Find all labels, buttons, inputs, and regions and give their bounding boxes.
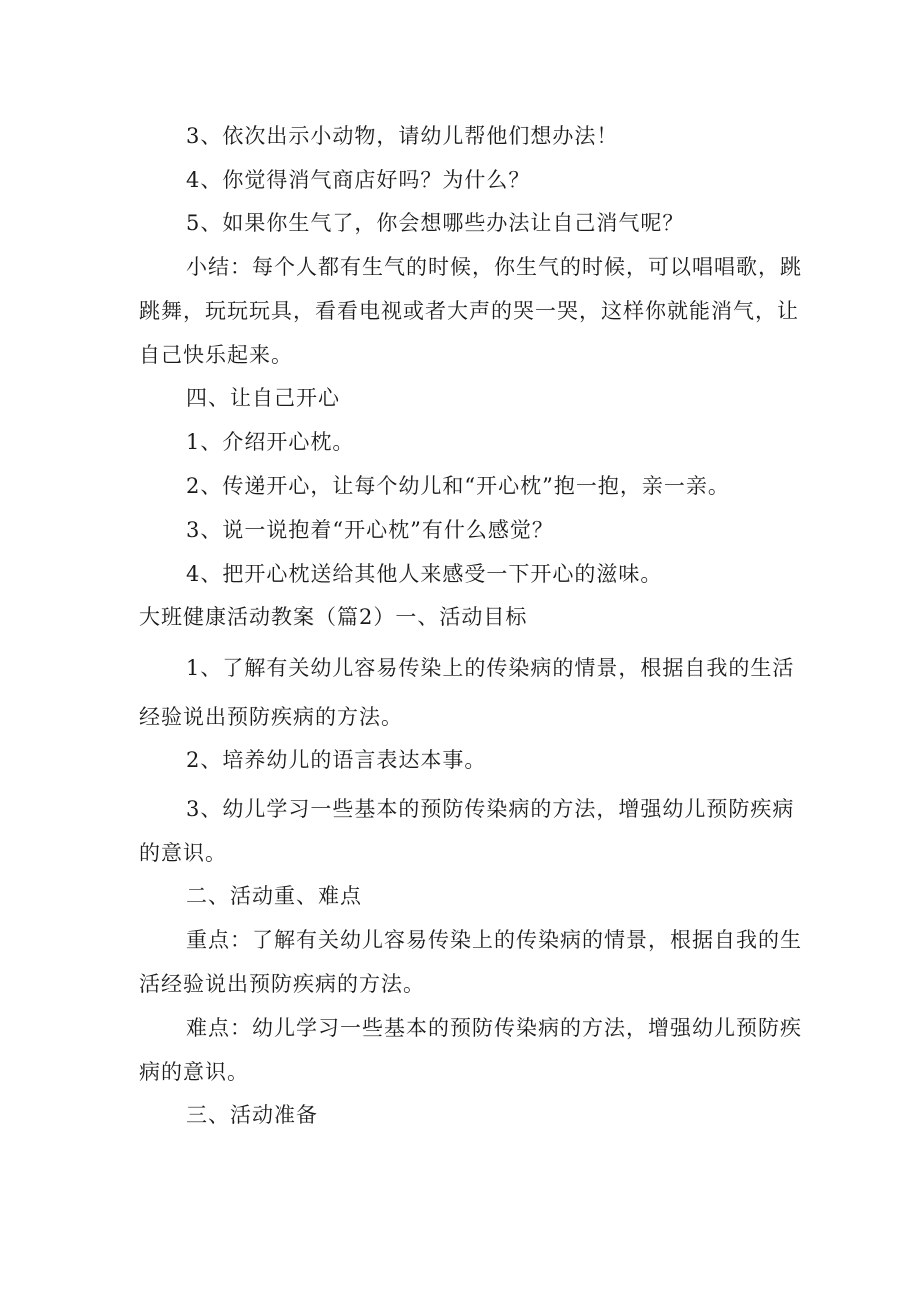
text-line: 3、依次出示小动物，请幼儿帮他们想办法！ bbox=[186, 124, 619, 148]
section-heading: 大班健康活动教案（篇2）一、活动目标 bbox=[139, 605, 528, 629]
section-heading: 二、活动重、难点 bbox=[186, 884, 362, 908]
text-line: 的意识。 bbox=[139, 841, 227, 865]
text-line: 病的意识。 bbox=[139, 1060, 249, 1084]
text-line: 重点：了解有关幼儿容易传染上的传染病的情景，根据自我的生 bbox=[186, 928, 802, 952]
text-line: 自己快乐起来。 bbox=[139, 343, 293, 367]
text-line: 活经验说出预防疾病的方法。 bbox=[139, 972, 425, 996]
text-line: 2、传递开心，让每个幼儿和“开心枕”抱一抱，亲一亲。 bbox=[186, 474, 730, 498]
text-line: 小结：每个人都有生气的时候，你生气的时候，可以唱唱歌，跳 bbox=[186, 255, 802, 279]
section-heading: 三、活动准备 bbox=[186, 1103, 318, 1127]
text-line: 跳舞，玩玩玩具，看看电视或者大声的哭一哭，这样你就能消气，让 bbox=[139, 299, 799, 323]
text-line: 3、幼儿学习一些基本的预防传染病的方法，增强幼儿预防疾病 bbox=[186, 797, 795, 821]
text-line: 4、把开心枕送给其他人来感受一下开心的滋味。 bbox=[186, 562, 663, 586]
text-line: 经验说出预防疾病的方法。 bbox=[139, 705, 403, 729]
text-line: 3、说一说抱着“开心枕”有什么感觉？ bbox=[186, 518, 554, 542]
section-heading: 四、让自己开心 bbox=[186, 386, 340, 410]
text-line: 5、如果你生气了，你会想哪些办法让自己消气呢？ bbox=[186, 211, 685, 235]
text-line: 1、介绍开心枕。 bbox=[186, 430, 355, 454]
text-line: 1、了解有关幼儿容易传染上的传染病的情景，根据自我的生活 bbox=[186, 656, 795, 680]
text-line: 2、培养幼儿的语言表达本事。 bbox=[186, 748, 487, 772]
text-line: 4、你觉得消气商店好吗？为什么？ bbox=[186, 168, 531, 192]
text-line: 难点：幼儿学习一些基本的预防传染病的方法，增强幼儿预防疾 bbox=[186, 1016, 802, 1040]
